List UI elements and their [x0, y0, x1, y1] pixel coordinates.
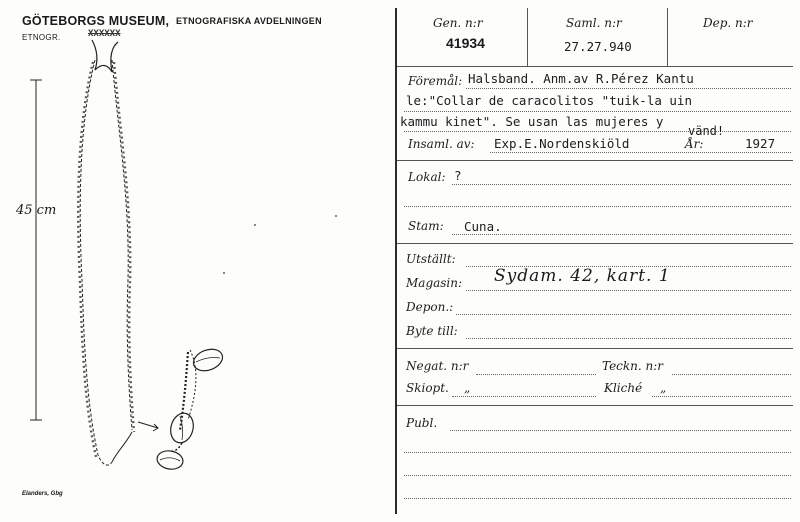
dotted-line [466, 338, 791, 339]
gen-number-label: Gen. n:r [433, 16, 483, 30]
depon-label: Depon.: [406, 300, 454, 314]
saml-number-label: Saml. n:r [566, 16, 622, 30]
dotted-line [404, 206, 791, 207]
stam-value: Cuna. [464, 219, 502, 234]
negat-label: Negat. n:r [406, 359, 469, 373]
magasin-label: Magasin: [406, 276, 463, 290]
foremal-line-1: Halsband. Anm.av R.Pérez Kantu [468, 71, 694, 86]
dotted-line [466, 88, 791, 89]
dotted-line [452, 184, 791, 185]
stam-label: Stam: [408, 219, 444, 233]
lokal-value: ? [454, 168, 462, 183]
printer-mark: Elanders, Gbg [22, 491, 63, 497]
kliche-ditto: „ [660, 381, 667, 395]
magasin-value: Sydam. 42, kart. 1 [494, 266, 671, 286]
dotted-line [490, 152, 791, 153]
etnogr-label: ETNOGR. [22, 33, 61, 42]
section-rule [397, 348, 793, 349]
header-divider [667, 8, 668, 66]
dotted-line [452, 396, 596, 397]
fold-line [395, 8, 397, 514]
publ-label: Publ. [406, 416, 438, 430]
department-name: ETNOGRAFISKA AVDELNINGEN [176, 16, 322, 26]
dotted-line [652, 396, 791, 397]
foremal-line-2: le:"Collar de caracolitos "tuik-la uin [406, 93, 692, 108]
skiopt-label: Skiopt. [406, 381, 449, 395]
necklace-drawing [0, 0, 395, 522]
foremal-line-3: kammu kinet". Se usan las mujeres y [400, 114, 664, 129]
dotted-line [672, 374, 791, 375]
dotted-line [404, 131, 791, 132]
teckn-label: Teckn. n:r [602, 359, 664, 373]
museum-name: GÖTEBORGS MUSEUM, [22, 14, 170, 28]
skiopt-ditto: „ [464, 381, 471, 395]
section-rule [397, 243, 793, 244]
length-annotation: 45 cm [16, 203, 57, 218]
header-rule [397, 66, 793, 67]
dotted-line [404, 498, 791, 499]
dotted-line [452, 234, 791, 235]
lokal-label: Lokal: [408, 170, 446, 184]
insaml-value: Exp.E.Nordenskiöld [494, 136, 630, 151]
dep-number-label: Dep. n:r [703, 16, 753, 30]
header-divider [527, 8, 528, 66]
section-rule [397, 405, 793, 406]
dotted-line [476, 374, 596, 375]
struck-stamp: XXXXXX [88, 29, 121, 39]
gen-number-value: 41934 [446, 35, 485, 51]
kliche-label: Kliché [604, 381, 643, 395]
insaml-label: Insaml. av: [408, 137, 475, 151]
foremal-label: Föremål: [408, 74, 463, 88]
section-rule [397, 160, 793, 161]
dotted-line [450, 430, 791, 431]
saml-number-value: 27.27.940 [564, 39, 632, 54]
utstallt-label: Utställt: [406, 252, 456, 266]
ar-label: År: [685, 137, 704, 151]
dotted-line [404, 475, 791, 476]
dotted-line [466, 290, 791, 291]
dotted-line [404, 452, 791, 453]
ar-value: 1927 [745, 136, 776, 151]
dotted-line [404, 111, 791, 112]
byte-label: Byte till: [406, 324, 458, 338]
turn-over-note: vänd! [688, 124, 725, 138]
dotted-line [456, 314, 791, 315]
